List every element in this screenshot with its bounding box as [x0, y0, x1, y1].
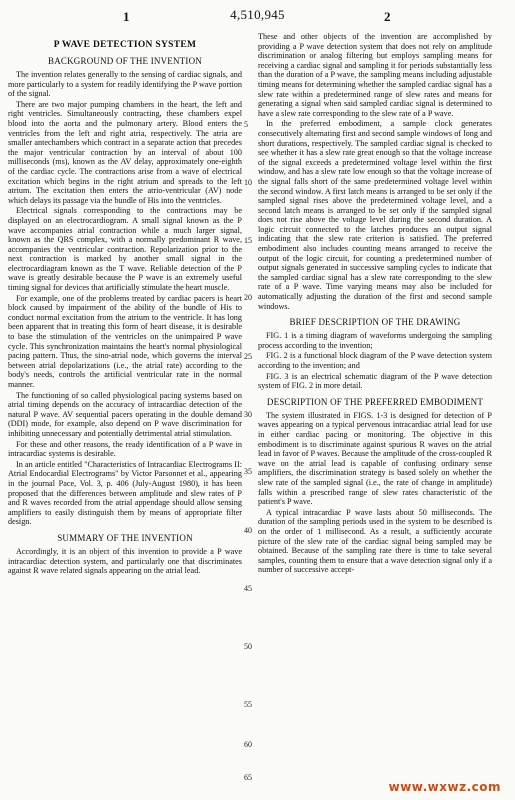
embodiment-paragraph: In the preferred embodiment, a sample clock generates consecutively alternating first and second sample windows of long and short durations, respectively. The sampled cardiac signal is checked to see whether it has a slew rate great enough so that the voltage increase of the signal exceeds a predetermined voltage level within the first window, and has a slew rate low enough so that the voltage increase of the signal falls short of the same predetermined voltage level within the second window. A first latch means is arranged to be set only if the sampled signal rises above the predetermined voltage level, and a second latch means is arranged to be set only if the sampled signal does not rise above the voltage level during the second duration. A logic circuit connected to the latches produces an output signal indicating that the slew rate criterion is satisfied. The preferred embodiment also includes counting means arranged to receive the output of the logic circuit, for counting a predetermined number of output signals generated in successive sampling cycles to indicate that the sampled cardiac signal has a slew rate corresponding to the slew rate of a P wave. Time varying means may also be included for automatically adjusting the duration of the first and second sample windows.: [258, 119, 492, 311]
line-number: 15: [244, 236, 252, 245]
right-column-number: 2: [384, 9, 391, 24]
document-title: P WAVE DETECTION SYSTEM: [53, 40, 197, 50]
right-column: [258, 32, 492, 794]
preferred-paragraph: A typical intracardiac P wave lasts about 50 milliseconds. The duration of the sampling periods used in the system to be described is on the order of 1 millisecond. As a result, a sufficiently accurate picture of the slew rate of the cardiac signal being sampled may be obtained. Because of the sampling rate there is time to take several samples, counting them to ensure that a wave detection signal only if a number of successive accept-: [258, 507, 492, 575]
left-column: [8, 32, 242, 794]
background-paragraph: For example, one of the problems treated by cardiac pacers is heart block caused by impairment of the ability of the bundle of His to conduct normal excitation from the atrium to the ventricle. It has long been apparent that in treating this form of heart disease, it is desirable to base the stimulation of the ventricles on the unimpaired P wave cycle. This synchronization maintains the heart's normal physiological pacing pattern. Thus, the sino-atrial node, which governs the interval between atrial depolarizations (i.e., the atrial rate) according to the body's needs, controls the artificial ventricular rate in the normal manner.: [8, 293, 242, 389]
line-number: 20: [244, 293, 252, 302]
line-number: 40: [244, 526, 252, 535]
preferred-paragraph: The system illustrated in FIGS. 1-3 is designed for detection of P waves appearing on a typical pervenous intracardiac atrial lead for use in either cardiac pacing or monitoring. The objective in this embodiment is to discriminate against spurious R waves on the atrial lead in favor of P waves. Because the amplitude of the cross-coupled R wave on the atrial lead is capable of confusing ordinary sense amplifiers, the discrimination strategy is based solely on whether the slew rate of the sampled signal (i.e., the rate of change in amplitude) falls within a prescribed range of slew rates characteristic of the patient's P wave.: [258, 410, 492, 507]
background-paragraph: Electrical signals corresponding to the contractions may be displayed on an electrocardiogram. A small signal known as the P wave accompanies atrial contraction while a much larger signal, known as the QRS complex, with a normally predominant R wave, accompanies the ventricular contraction. Repolarization prior to the next contraction is marked by another small signal in the electrocardiagram known as the T wave. Reliable detection of the P wave is greatly desirable because the P wave is an extremely useful timing signal for devices that artificially stimulate the heart muscle.: [8, 206, 242, 293]
figure-description: FIG. 2 is a functional block diagram of the P wave detection system according to the invention; and: [258, 351, 492, 370]
preferred-embodiment-heading: DESCRIPTION OF THE PREFERRED EMBODIMENT: [266, 396, 484, 407]
background-paragraph: In an article entitled "Characteristics of Intracardiac Electrograms II: Atrial Endocardial Electrograms" by Victor Parsonnet et al., appearing in the journal Pace, Vol. 3, p. 406 (July-August 1980), it has been proposed that the differences between amplitude and slew rates of P and R waves recorded from the atrial appendage should allow sensing amplifiers to easily distinguish them by means of appropriate filter design.: [8, 459, 242, 527]
background-paragraph: For these and other reasons, the ready identification of a P wave in intracardiac systems is desirable.: [8, 439, 242, 459]
background-paragraph: The invention relates generally to the sensing of cardiac signals, and more particularly to a system for readily identifying the P wave portion of the signal.: [8, 70, 242, 99]
background-paragraph: There are two major pumping chambers in the heart, the left and right ventricles. Simultaneously contracting, these chambers expel blood into the aorta and the pulmonary artery. Blood enters the ventricles from the left and right atria, respectively. The atria are smaller antechambers which contract in a separate action that precedes the major ventricular contraction by an interval of about 100 milliseconds (ms), known as the AV delay, approximately one-eighth of the cardiac cycle. The contractions arise from a wave of electrical excitation which begins in the right atrium and spreads to the left atrium. The excitation then enters the atrio-ventricular (AV) node which delays its passage via the bundle of His into the ventricles.: [8, 99, 242, 205]
objects-paragraph: These and other objects of the invention are accomplished by providing a P wave detection system that does not rely on amplitude discrimination or analog filtering but employs sampling means for receiving a cardiac signal and sampling it for periods substantially less than the duration of a P wave, the sampling means including adjustable timing means for determining whether the sampled cardiac signal has a slew rate within a predetermined range of slew rates and means for generating a signal when said sampled cardiac signal is determined to have a slew rate corresponding to the slew rate of a P wave.: [258, 32, 492, 118]
line-number: 45: [244, 584, 252, 593]
figure-description: FIG. 1 is a timing diagram of waveforms undergoing the sampling process according to the invention;: [258, 331, 492, 350]
summary-heading: SUMMARY OF THE INVENTION: [57, 532, 193, 543]
line-number: 65: [244, 773, 252, 782]
background-heading: BACKGROUND OF THE INVENTION: [48, 56, 202, 66]
watermark: www.wxwz.com: [388, 780, 501, 794]
drawing-heading: BRIEF DESCRIPTION OF THE DRAWING: [289, 317, 461, 328]
line-number: 10: [244, 178, 252, 187]
figure-description: FIG. 3 is an electrical schematic diagram of the P wave detection system of FIG. 2 in more detail.: [258, 371, 492, 391]
summary-paragraph: Accordingly, it is an object of this invention to provide a P wave intracardiac detection system, and particularly one that discriminates against R wave related signals appearing on the atrial lead.: [8, 546, 242, 576]
line-number: 55: [244, 700, 252, 709]
background-paragraph: The functioning of so called physiological pacing systems based on atrial timing depends on the accuracy of intracardiac detection of the natural P wave. AV sequential pacers operating in the double demand (DDI) mode, for example, also depend on P wave discrimination for inhibiting unnecessary and potentially detrimental atrial stimulation.: [8, 390, 242, 438]
line-number: 25: [244, 352, 252, 361]
line-number: 50: [244, 642, 252, 651]
line-number: 60: [244, 740, 252, 749]
left-column-number: 1: [123, 9, 130, 24]
patent-number: 4,510,945: [230, 7, 285, 22]
page-header: [0, 6, 515, 28]
line-number: 35: [244, 467, 252, 476]
line-number: 30: [244, 410, 252, 419]
line-number: 5: [244, 120, 248, 129]
